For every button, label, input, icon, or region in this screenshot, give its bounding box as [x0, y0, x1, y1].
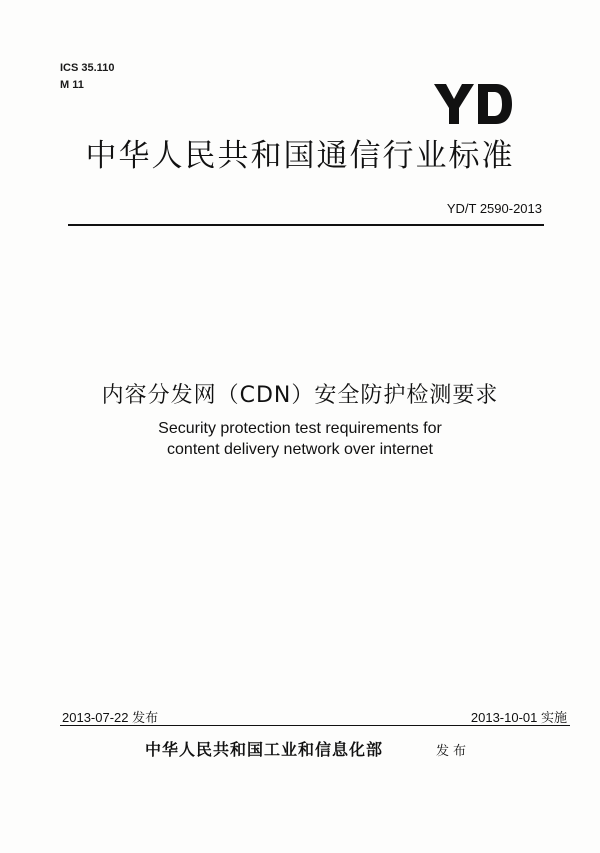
footer-rule	[60, 725, 570, 726]
issuing-authority: 中华人民共和国工业和信息化部	[145, 740, 384, 759]
document-title-en	[0, 418, 600, 460]
standard-number: YD/T 2590-2013	[446, 201, 542, 216]
issue-date: 2013-07-22 发布	[62, 710, 159, 725]
implementation-date: 2013-10-01 实施	[470, 710, 567, 725]
yd-logo	[434, 80, 514, 126]
issuer-verb: 发布	[436, 744, 471, 759]
document-title-en-line1: Security protection test requirements for	[158, 420, 442, 437]
document-title-zh: 内容分发网（CDN）安全防护检测要求	[101, 383, 499, 408]
standard-category-title: 中华人民共和国通信行业标准	[85, 138, 515, 174]
document-title-en-line2: content delivery network over internet	[167, 441, 433, 458]
ics-code: ICS 35.110	[60, 62, 115, 74]
classification-codes	[60, 60, 114, 94]
header-rule	[68, 224, 544, 226]
ccs-code: M 11	[60, 79, 84, 91]
